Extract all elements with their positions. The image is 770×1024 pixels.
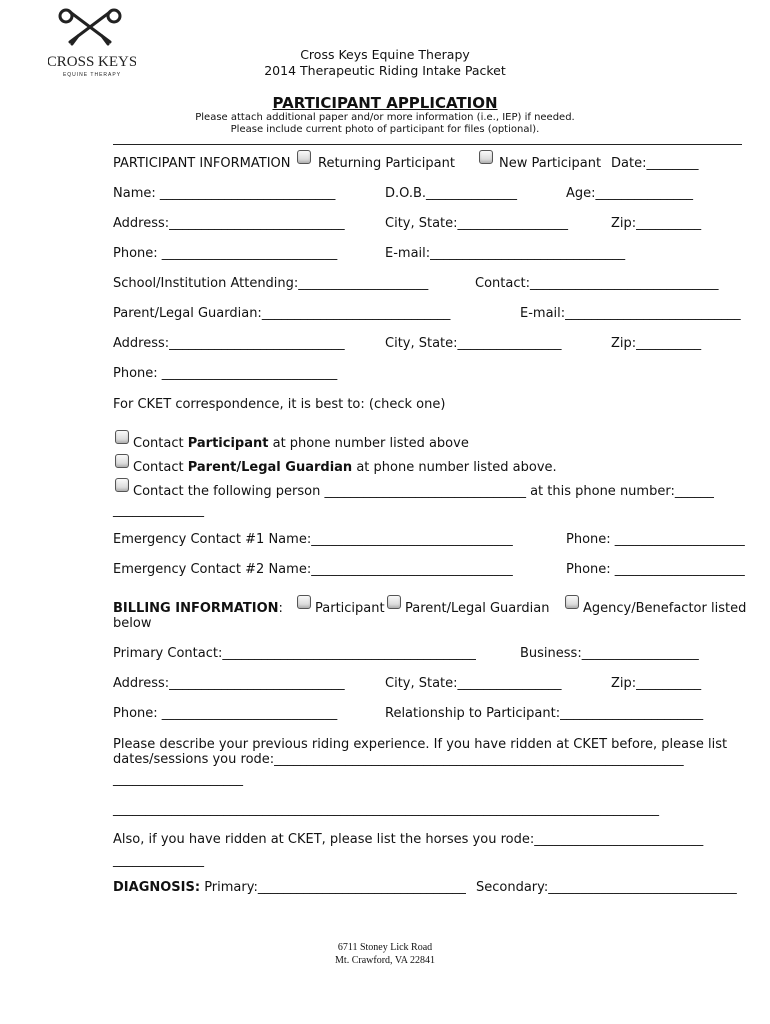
emergency-contact-2-phone[interactable]: Phone: ____________________: [566, 562, 745, 577]
primary-contact-field[interactable]: Primary Contact:_______________________________________: [113, 646, 476, 661]
note-attach: Please attach additional paper and/or more information (i.e., IEP) if needed.: [195, 112, 575, 123]
contact-other-field-cont[interactable]: ______________: [113, 503, 204, 518]
note-photo: Please include current photo of participant for files (optional).: [230, 124, 540, 135]
age-field[interactable]: Age:_______________: [566, 186, 694, 201]
contact-participant-label: Contact Participant at phone number listed above: [133, 436, 469, 451]
page-title: PARTICIPANT APPLICATION: [272, 94, 498, 112]
zip-field[interactable]: Zip:__________: [611, 216, 702, 231]
guardian-zip-field[interactable]: Zip:__________: [611, 336, 702, 351]
relationship-field[interactable]: Relationship to Participant:______________________: [385, 706, 704, 721]
business-field[interactable]: Business:__________________: [520, 646, 699, 661]
bill-agency-label-cont: below: [113, 616, 152, 631]
new-checkbox[interactable]: [479, 150, 493, 164]
bill-agency-label: Agency/Benefactor listed: [583, 601, 747, 616]
packet-title: 2014 Therapeutic Riding Intake Packet: [264, 63, 506, 78]
footer-address-line1: 6711 Stoney Lick Road: [337, 942, 433, 953]
emergency-contact-2-name[interactable]: Emergency Contact #2 Name:_______________________________: [113, 562, 513, 577]
diagnosis-label: DIAGNOSIS: Primary:________________________________: [113, 880, 466, 895]
returning-checkbox[interactable]: [297, 150, 311, 164]
billing-zip-field[interactable]: Zip:__________: [611, 676, 702, 691]
riding-experience-prompt: Please describe your previous riding experience. If you have ridden at CKET before, please list: [113, 737, 728, 752]
address-field[interactable]: Address:___________________________: [113, 216, 345, 231]
riding-dates-field-cont[interactable]: ____________________: [113, 772, 243, 787]
participant-info-label: PARTICIPANT INFORMATION: [113, 156, 291, 171]
riding-dates-field-line[interactable]: ____________________________________________________________________________________: [113, 802, 659, 817]
svg-text:EQUINE THERAPY: EQUINE THERAPY: [62, 72, 122, 78]
guardian-field[interactable]: Parent/Legal Guardian:_____________________________: [113, 306, 451, 321]
contact-guardian-label: Contact Parent/Legal Guardian at phone number listed above.: [133, 460, 557, 475]
bill-guardian-label: Parent/Legal Guardian: [405, 601, 550, 616]
school-field[interactable]: School/Institution Attending:____________________: [113, 276, 429, 291]
bill-guardian-checkbox[interactable]: [387, 595, 404, 612]
horses-field[interactable]: Also, if you have ridden at CKET, please list the horses you rode:__________________________: [113, 832, 704, 847]
new-label: New Participant: [499, 156, 602, 171]
guardian-city-state-field[interactable]: City, State:________________: [385, 336, 562, 351]
school-contact-field[interactable]: Contact:_____________________________: [475, 276, 719, 291]
new-participant-option[interactable]: [479, 150, 496, 167]
diagnosis-secondary-field[interactable]: Secondary:_____________________________: [476, 880, 737, 895]
contact-guardian-checkbox[interactable]: [115, 454, 132, 471]
svg-text:CROSS KEYS: CROSS KEYS: [48, 54, 136, 70]
contact-other-field[interactable]: Contact the following person _______________________________ at this phone number:______: [133, 484, 714, 499]
email-field[interactable]: E-mail:______________________________: [385, 246, 626, 261]
contact-participant-checkbox[interactable]: [115, 430, 132, 447]
billing-address-field[interactable]: Address:___________________________: [113, 676, 345, 691]
dob-field[interactable]: D.O.B.______________: [385, 186, 518, 201]
city-state-field[interactable]: City, State:_________________: [385, 216, 569, 231]
phone-field[interactable]: Phone: ___________________________: [113, 246, 338, 261]
footer-address-line2: Mt. Crawford, VA 22841: [335, 955, 435, 966]
billing-label: BILLING INFORMATION:: [113, 601, 283, 616]
emergency-contact-1-name[interactable]: Emergency Contact #1 Name:_______________________________: [113, 532, 513, 547]
emergency-contact-1-phone[interactable]: Phone: ____________________: [566, 532, 745, 547]
date-field[interactable]: Date:________: [611, 156, 699, 171]
billing-phone-field[interactable]: Phone: ___________________________: [113, 706, 338, 721]
org-name: Cross Keys Equine Therapy: [300, 47, 470, 62]
guardian-phone-field[interactable]: Phone: ___________________________: [113, 366, 338, 381]
bill-agency-checkbox[interactable]: [565, 595, 582, 612]
returning-label: Returning Participant: [318, 156, 455, 171]
bill-participant-label: Participant: [315, 601, 385, 616]
guardian-email-field[interactable]: E-mail:___________________________: [520, 306, 741, 321]
horses-field-cont[interactable]: ______________: [113, 853, 204, 868]
contact-other-checkbox[interactable]: [115, 478, 132, 495]
guardian-address-field[interactable]: Address:___________________________: [113, 336, 345, 351]
returning-participant-option[interactable]: [297, 150, 314, 167]
billing-city-state-field[interactable]: City, State:________________: [385, 676, 562, 691]
riding-dates-field[interactable]: dates/sessions you rode:_______________________________________________________________: [113, 752, 684, 767]
name-field[interactable]: Name: ___________________________: [113, 186, 336, 201]
correspondence-prompt: For CKET correspondence, it is best to: (check one): [113, 397, 446, 412]
bill-participant-checkbox[interactable]: [297, 595, 314, 612]
header-divider: [113, 144, 742, 145]
